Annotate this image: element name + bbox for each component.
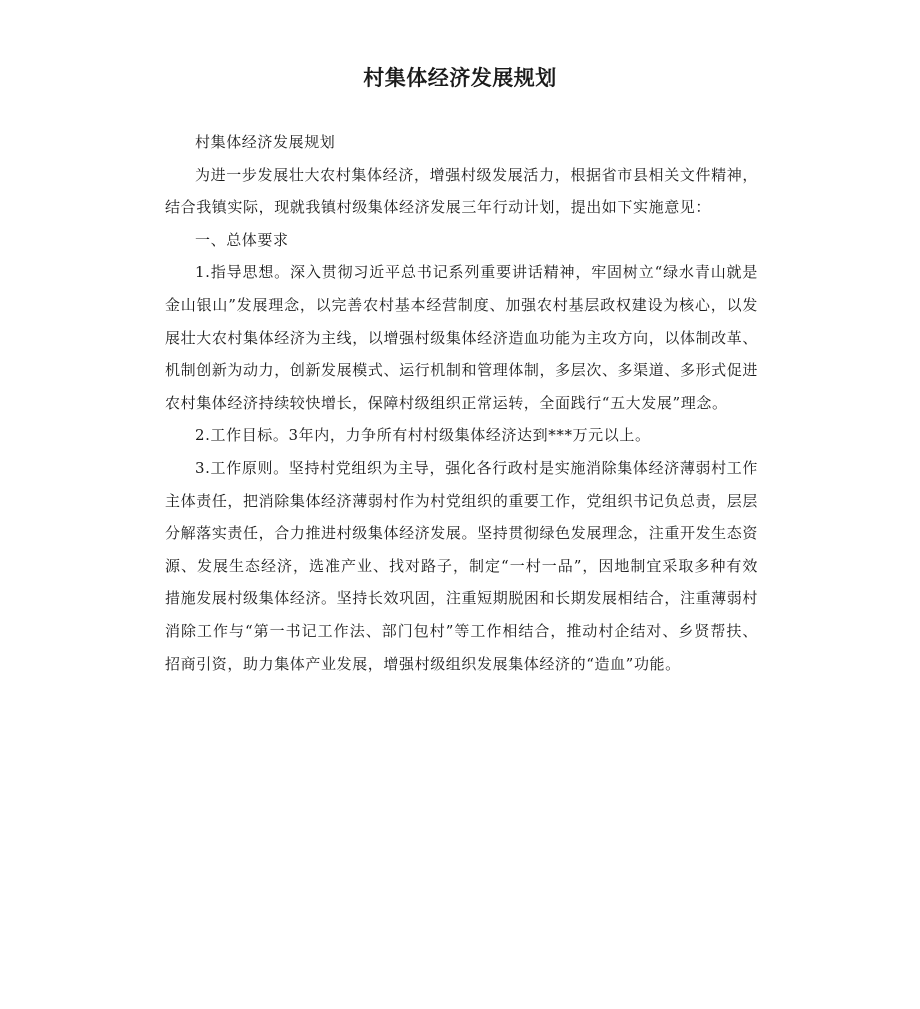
paragraph-work-goal: 2.工作目标。3年内，力争所有村村级集体经济达到***万元以上。 — [195, 426, 651, 445]
document-title: 村集体经济发展规划 — [363, 66, 557, 90]
document-body — [165, 126, 758, 680]
paragraph-subtitle: 村集体经济发展规划 — [195, 133, 336, 151]
section-heading-general-requirements: 一、总体要求 — [195, 230, 289, 249]
paragraph-intro: 为进一步发展壮大农村集体经济，增强村级发展活力，根据省市县相关文件精神，结合我镇实际，现就我镇村级集体经济发展三年行动计划，提出如下实施意见： — [165, 165, 758, 217]
paragraph-work-principles: 3.工作原则。坚持村党组织为主导，强化各行政村是实施消除集体经济薄弱村工作主体责任，把消除集体经济薄弱村作为村党组织的重要工作，党组织书记负总责，层层分解落实责任，合力推进村级集体经济发展。坚持贯彻绿色发展理念，注重开发生态资源、发展生态经济，选准产业、找对路子，制定“一村一品”，因地制宜采取多种有效措施发展村级集体经济。坚持长效巩固，注重短期脱困和长期发展相结合，注重薄弱村消除工作与“第一书记工作法、部门包村”等工作相结合，推动村企结对、乡贤帮扶、招商引资，助力集体产业发展，增强村级组织发展集体经济的“造血”功能。 — [165, 458, 758, 673]
paragraph-guiding-thought: 1.指导思想。深入贯彻习近平总书记系列重要讲话精神，牢固树立“绿水青山就是金山银山”发展理念，以完善农村基本经营制度、加强农村基层政权建设为核心，以发展壮大农村集体经济为主线，以增强村级集体经济造血功能为主攻方向，以体制改革、机制创新为动力，创新发展模式、运行机制和管理体制，多层次、多渠道、多形式促进农村集体经济持续较快增长，保障村级组织正常运转，全面践行“五大发展”理念。 — [165, 263, 758, 412]
